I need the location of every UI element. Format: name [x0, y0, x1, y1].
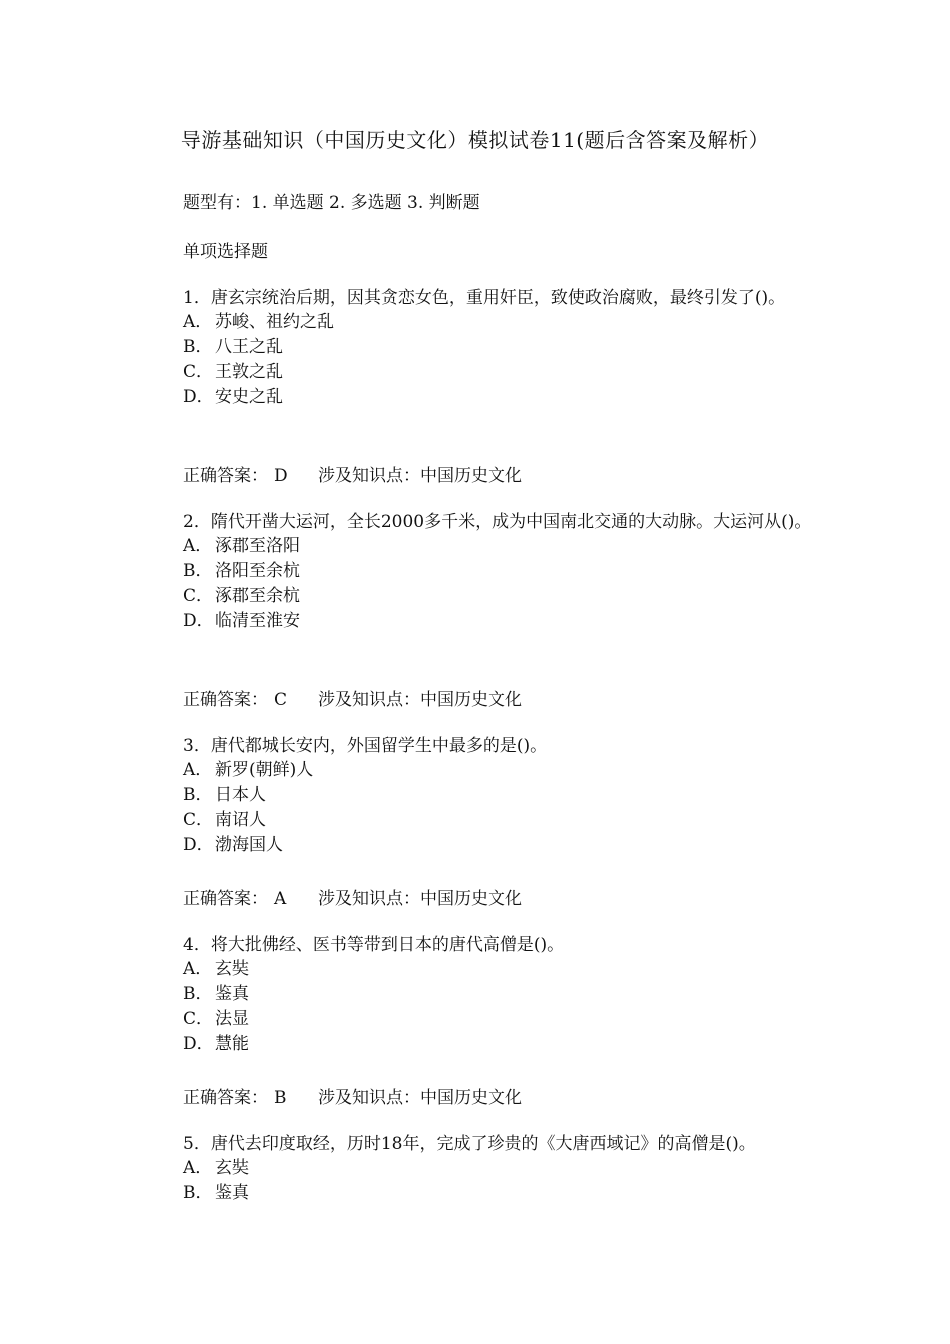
answer-line-2	[183, 685, 522, 710]
option-d: D．临清至淮安	[183, 611, 300, 631]
knowledge-label: 涉及知识点：	[318, 889, 420, 909]
question-text: 3．唐代都城长安内，外国留学生中最多的是()。	[183, 736, 548, 756]
question-text: 5．唐代去印度取经，历时18年，完成了珍贵的《大唐西域记》的高僧是()。	[183, 1134, 756, 1154]
answer-label: 正确答案：	[183, 1088, 268, 1108]
knowledge-value: 中国历史文化	[420, 466, 522, 486]
question-5	[145, 1132, 815, 1206]
answer-label: 正确答案：	[183, 466, 268, 486]
answer-label: 正确答案：	[183, 889, 268, 909]
knowledge-label: 涉及知识点：	[318, 1088, 420, 1108]
knowledge-value: 中国历史文化	[420, 690, 522, 710]
option-b: B． 日本人	[183, 785, 266, 805]
option-c: C． 王敦之乱	[183, 362, 283, 382]
option-d: D．渤海国人	[183, 835, 283, 855]
answer-value: A	[274, 889, 287, 909]
knowledge-value: 中国历史文化	[420, 1088, 522, 1108]
answer-value: B	[274, 1088, 287, 1108]
question-3	[145, 734, 815, 858]
answer-value: C	[274, 690, 288, 710]
answer-value: D	[274, 466, 288, 486]
option-list	[183, 758, 815, 858]
option-a: A． 玄奘	[183, 1158, 249, 1178]
option-a: A． 新罗(朝鲜)人	[183, 760, 314, 780]
option-b: B． 洛阳至余杭	[183, 561, 300, 581]
question-text: 2．隋代开凿大运河，全长2000多千米，成为中国南北交通的大动脉。大运河从()。	[183, 512, 812, 532]
option-d: D．安史之乱	[183, 387, 283, 407]
question-1	[145, 286, 815, 410]
option-b: B． 鉴真	[183, 1183, 249, 1203]
document-title: 导游基础知识（中国历史文化）模拟试卷11(题后含答案及解析）	[180, 128, 770, 152]
option-c: C． 法显	[183, 1009, 249, 1029]
option-list	[183, 534, 815, 634]
answer-line-3	[183, 884, 522, 909]
question-4	[145, 933, 815, 1057]
option-c: C． 南诏人	[183, 810, 266, 830]
option-b: B． 八王之乱	[183, 337, 283, 357]
option-a: A． 玄奘	[183, 959, 249, 979]
question-2	[145, 510, 815, 634]
section-heading: 单项选择题	[183, 242, 268, 262]
answer-label: 正确答案：	[183, 690, 268, 710]
option-b: B． 鉴真	[183, 984, 249, 1004]
answer-line-4	[183, 1083, 522, 1108]
answer-line-1	[183, 461, 522, 486]
option-a: A． 苏峻、祖约之乱	[183, 312, 334, 332]
question-text: 1．唐玄宗统治后期，因其贪恋女色，重用奸臣，致使政治腐败，最终引发了()。	[183, 288, 786, 308]
knowledge-value: 中国历史文化	[420, 889, 522, 909]
option-a: A． 涿郡至洛阳	[183, 536, 300, 556]
option-d: D．慧能	[183, 1034, 249, 1054]
option-list	[183, 310, 815, 410]
option-list	[183, 1156, 815, 1206]
knowledge-label: 涉及知识点：	[318, 690, 420, 710]
option-c: C． 涿郡至余杭	[183, 586, 300, 606]
question-text: 4．将大批佛经、医书等带到日本的唐代高僧是()。	[183, 935, 565, 955]
question-types-line: 题型有：1. 单选题 2. 多选题 3. 判断题	[183, 193, 480, 213]
knowledge-label: 涉及知识点：	[318, 466, 420, 486]
option-list	[183, 957, 815, 1057]
